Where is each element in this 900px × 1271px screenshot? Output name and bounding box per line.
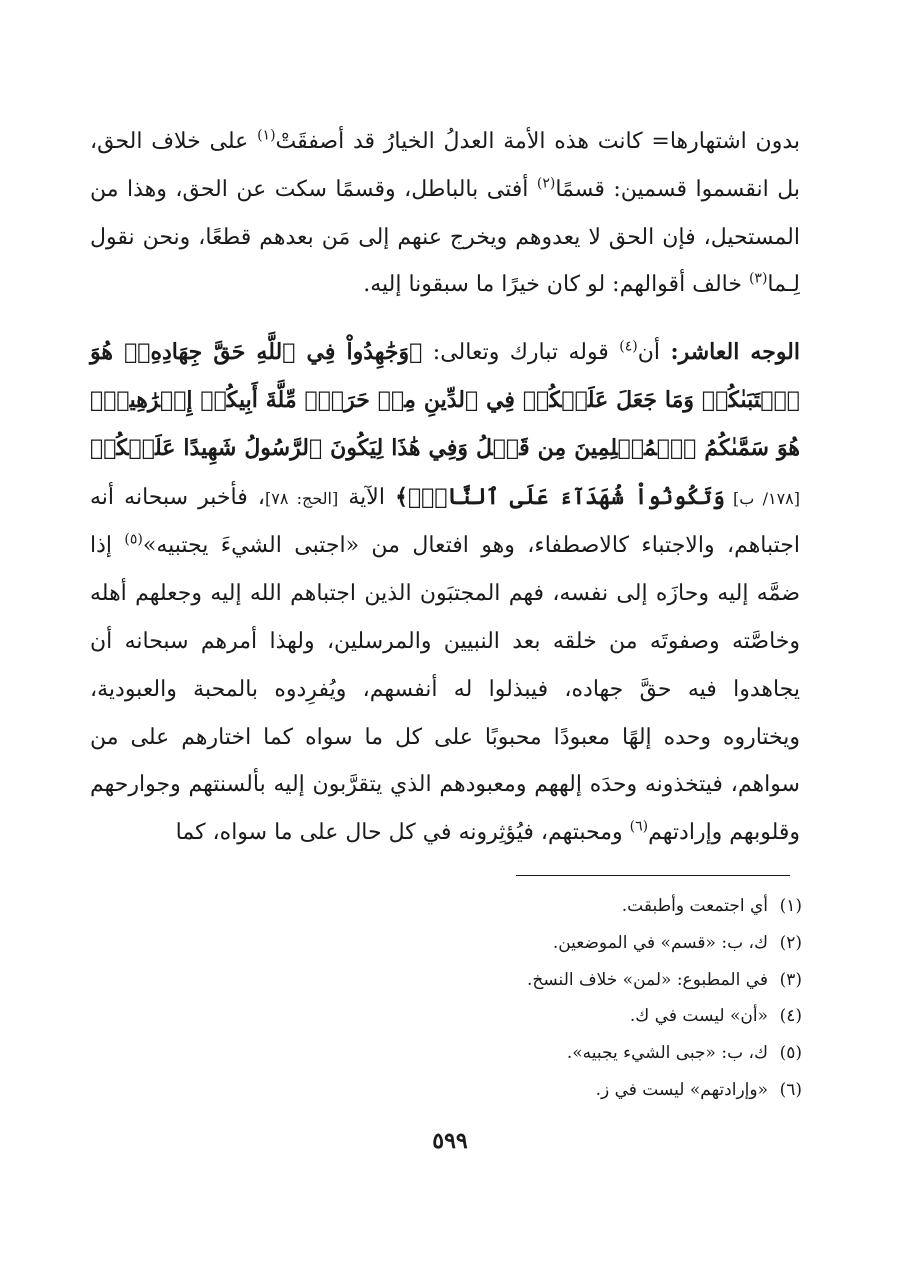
footnotes <box>382 888 802 1109</box>
footnote-marker-6: (٦) <box>629 818 649 835</box>
section-heading: الوجه العاشر: <box>670 339 801 366</box>
paragraph-1 <box>90 118 800 309</box>
manuscript-reference: [١٧٨/ ب] <box>724 488 800 508</box>
footnote-number: (٤) <box>779 1006 802 1027</box>
footnote-marker-5: (٥) <box>124 532 143 549</box>
footnote-number: (٢) <box>779 932 802 953</box>
footnote-marker-1: (١) <box>257 127 276 144</box>
footnote-marker-3: (٣) <box>748 271 768 288</box>
footnote-text: «أن» ليست في ك. <box>629 1006 768 1027</box>
text-run: على خلاف الحق، بل انقسموا قسمين: قسمًا <box>90 129 800 202</box>
footnote-divider <box>516 875 790 876</box>
footnote-number: (٣) <box>779 969 802 990</box>
text-run: إذا ضمَّه إليه وحازَه إلى نفسه، فهم المجتبَون الذين اجتباهم الله إليه وجعلهم أهله وخاصَّته وصفوتَه من خلقه بعد النبيين والمرسلين، ولهذا أمرهم سبحانه أن يجاهدوا فيه حقَّ جهاده، فيبذلوا له أنفسهم، ويُفرِدوه بالمحبة والعبودية، ويختاروه وحده إلهًا معبودًا محبوبًا على كل ما سواه كما اختارهم على من سواهم، فيتخذونه وحدَه إلههم ومعبودهم الذي يتقرَّبون إليه بألسنتهم وجوارحهم وقلوبهم وإرادتهم <box>90 533 800 846</box>
quran-verse: ﴿وَجَٰهِدُواْ فِي ٱللَّهِ حَقَّ جِهَادِهِۦۚ هُوَ ٱجۡتَبَىٰكُمۡ وَمَا جَعَلَ عَلَيۡكُمۡ فِي ٱلدِّينِ مِنۡ حَرَجٖۚ مِّلَّةَ أَبِيكُمۡ إِبۡرَٰهِيمَۚ هُوَ سَمَّىٰكُمُ ٱلۡمُسۡلِمِينَ مِن قَبۡلُ وَفِي هَٰذَا لِيَكُونَ ٱلرَّسُولُ شَهِيدًا عَلَيۡكُمۡ <box>90 339 800 461</box>
footnote-number: (٦) <box>779 1079 802 1100</box>
footnote-number: (١) <box>779 896 802 916</box>
footnote-item <box>382 1072 802 1109</box>
footnote-marker-4: (٤) <box>619 338 638 355</box>
text-run: الآية <box>338 484 396 510</box>
text-run: أن <box>637 340 671 366</box>
footnote-text: أي اجتمعت وأطبقت. <box>621 896 768 916</box>
footnote-marker-2: (٢) <box>536 175 556 192</box>
footnote-text: ك، ب: «قسم» في الموضعين. <box>552 932 768 953</box>
text-run: أفتى بالباطل، وقسمًا سكت عن الحق، وهذا من المستحيل، فإن الحق لا يعدوهم ويخرج عنهم إلى مَن بعدهم قطعًا، ونحن نقول لِـما <box>90 176 800 298</box>
text-run: قوله تبارك وتعالى: <box>422 340 620 366</box>
text-run: ومحبتهم، فيُؤثِرونه في كل حال على ما سواه، كما <box>175 820 630 846</box>
footnote-item <box>382 925 802 962</box>
footnote-item <box>382 998 802 1035</box>
verse-reference: [الحج: ٧٨] <box>264 488 339 508</box>
text-run: بدون اشتهارها= كانت هذه الأمة العدلُ الخيارُ قد أصفقَتْ <box>275 129 801 154</box>
footnote-text: في المطبوع: «لمن» خلاف النسخ. <box>527 969 768 990</box>
text-run: خالف أقوالهم: لو كان خيرًا ما سبقونا إليه. <box>363 272 749 298</box>
main-text <box>90 118 800 857</box>
footnote-item <box>382 888 802 925</box>
footnote-item <box>382 1035 802 1072</box>
footnote-text: ك، ب: «جبى الشيء يجبيه». <box>566 1043 768 1064</box>
footnote-text: «وإرادتهم» ليست في ز. <box>595 1079 768 1100</box>
quran-verse-continued: وَتَكُونُواْ شُهَدَآءَ عَلَى ٱلنَّاسِۚ﴾ <box>395 483 725 510</box>
text-run: ، فأخبر سبحانه أنه اجتباهم، والاجتباء كالاصطفاء، وهو افتعال من «اجتبى الشيءَ يجتبيه» <box>90 484 800 559</box>
page-number: ٥٩٩ <box>432 1128 468 1154</box>
footnote-item <box>382 962 802 999</box>
paragraph-2 <box>90 329 800 857</box>
footnote-number: (٥) <box>779 1043 802 1064</box>
